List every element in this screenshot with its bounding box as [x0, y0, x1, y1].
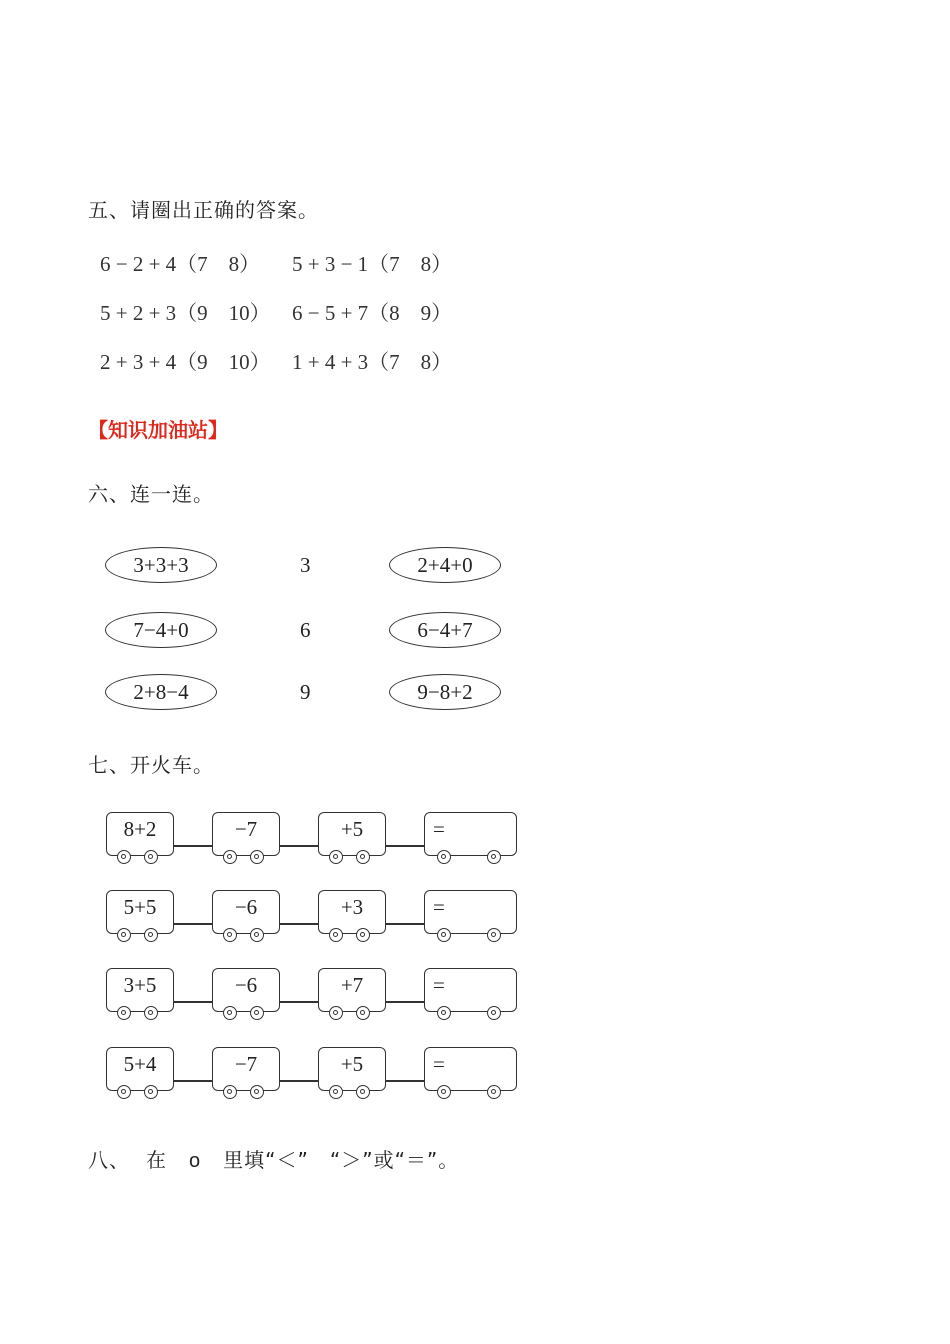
- left-oval-1: 3+3+3: [105, 547, 217, 583]
- wheel-icon: [117, 1006, 131, 1020]
- wheel-icon: [117, 1085, 131, 1099]
- right-oval-3: 9−8+2: [389, 674, 501, 710]
- train-car-1: [106, 890, 174, 934]
- train-car-answer[interactable]: [424, 968, 517, 1012]
- wheel-icon: [437, 1006, 451, 1020]
- wheel-icon: [487, 1006, 501, 1020]
- train-car-answer[interactable]: [424, 1047, 517, 1091]
- equation-5-2a: 5 + 2 + 3（9 10）: [100, 301, 271, 325]
- coupler: [384, 845, 424, 847]
- train-row-2: [104, 890, 519, 942]
- equation-5-3a: 2 + 3 + 4（9 10）: [100, 350, 271, 374]
- train-car-label: +3: [340, 895, 364, 919]
- wheel-icon: [329, 1006, 343, 1020]
- wheel-icon: [487, 928, 501, 942]
- wheel-icon: [223, 1006, 237, 1020]
- train-car-2: [212, 1047, 280, 1091]
- train-car-label: −7: [234, 817, 258, 841]
- coupler: [384, 1001, 424, 1003]
- train-car-2: [212, 890, 280, 934]
- wheel-icon: [250, 928, 264, 942]
- circle-symbol: o: [189, 1150, 202, 1172]
- train-car-label: 5+4: [123, 1052, 157, 1076]
- train-car-1: [106, 968, 174, 1012]
- coupler: [278, 1080, 318, 1082]
- wheel-icon: [223, 850, 237, 864]
- train-car-3: [318, 968, 386, 1012]
- wheel-icon: [356, 1006, 370, 1020]
- middle-number-2: 6: [300, 618, 311, 642]
- wheel-icon: [329, 1085, 343, 1099]
- wheel-icon: [250, 850, 264, 864]
- train-row-1: [104, 812, 519, 864]
- wheel-icon: [329, 850, 343, 864]
- wheel-icon: [117, 928, 131, 942]
- wheel-icon: [144, 1085, 158, 1099]
- train-car-2: [212, 812, 280, 856]
- coupler: [172, 845, 212, 847]
- wheel-icon: [144, 928, 158, 942]
- train-car-label: =: [433, 1052, 445, 1076]
- train-car-label: +7: [340, 973, 364, 997]
- train-car-3: [318, 1047, 386, 1091]
- train-row-4: [104, 1047, 519, 1099]
- wheel-icon: [487, 1085, 501, 1099]
- left-oval-3: 2+8−4: [105, 674, 217, 710]
- section-6-title: 六、连一连。: [88, 482, 214, 506]
- wheel-icon: [356, 928, 370, 942]
- wheel-icon: [437, 1085, 451, 1099]
- section-8-title: [88, 1144, 459, 1173]
- wheel-icon: [223, 928, 237, 942]
- wheel-icon: [329, 928, 343, 942]
- wheel-icon: [144, 850, 158, 864]
- wheel-icon: [117, 850, 131, 864]
- train-car-label: 3+5: [123, 973, 157, 997]
- wheel-icon: [223, 1085, 237, 1099]
- train-car-answer[interactable]: [424, 890, 517, 934]
- section-8-prefix: 八、: [88, 1148, 130, 1172]
- wheel-icon: [250, 1085, 264, 1099]
- train-car-2: [212, 968, 280, 1012]
- train-car-label: +5: [340, 817, 364, 841]
- train-car-label: =: [433, 973, 445, 997]
- coupler: [278, 1001, 318, 1003]
- middle-number-3: 9: [300, 680, 311, 704]
- right-oval-1: 2+4+0: [389, 547, 501, 583]
- coupler: [278, 845, 318, 847]
- wheel-icon: [487, 850, 501, 864]
- equation-5-1a: 6 − 2 + 4（7 8）: [100, 252, 261, 276]
- middle-number-1: 3: [300, 553, 311, 577]
- wheel-icon: [356, 850, 370, 864]
- wheel-icon: [437, 928, 451, 942]
- train-car-label: =: [433, 817, 445, 841]
- train-car-3: [318, 812, 386, 856]
- section-8-instruction: 里填“＜” “＞”或“＝”。: [223, 1148, 460, 1172]
- section-8-text-in: 在: [146, 1148, 167, 1172]
- wheel-icon: [356, 1085, 370, 1099]
- section-7-title: 七、开火车。: [88, 753, 214, 777]
- equation-5-1b: 5 + 3 − 1（7 8）: [292, 252, 453, 276]
- train-car-label: 8+2: [123, 817, 157, 841]
- coupler: [172, 1001, 212, 1003]
- coupler: [172, 923, 212, 925]
- train-car-label: −6: [234, 973, 258, 997]
- wheel-icon: [437, 850, 451, 864]
- coupler: [278, 923, 318, 925]
- right-oval-2: 6−4+7: [389, 612, 501, 648]
- knowledge-tip-heading: 【知识加油站】: [88, 418, 228, 442]
- train-car-3: [318, 890, 386, 934]
- coupler: [172, 1080, 212, 1082]
- wheel-icon: [250, 1006, 264, 1020]
- section-5-title: 五、请圈出正确的答案。: [88, 198, 319, 222]
- equation-5-3b: 1 + 4 + 3（7 8）: [292, 350, 453, 374]
- train-car-label: −7: [234, 1052, 258, 1076]
- equation-5-2b: 6 − 5 + 7（8 9）: [292, 301, 453, 325]
- coupler: [384, 1080, 424, 1082]
- train-car-1: [106, 1047, 174, 1091]
- coupler: [384, 923, 424, 925]
- train-car-answer[interactable]: [424, 812, 517, 856]
- train-car-label: =: [433, 895, 445, 919]
- train-row-3: [104, 968, 519, 1020]
- train-car-label: 5+5: [123, 895, 157, 919]
- wheel-icon: [144, 1006, 158, 1020]
- left-oval-2: 7−4+0: [105, 612, 217, 648]
- train-car-1: [106, 812, 174, 856]
- train-car-label: −6: [234, 895, 258, 919]
- train-car-label: +5: [340, 1052, 364, 1076]
